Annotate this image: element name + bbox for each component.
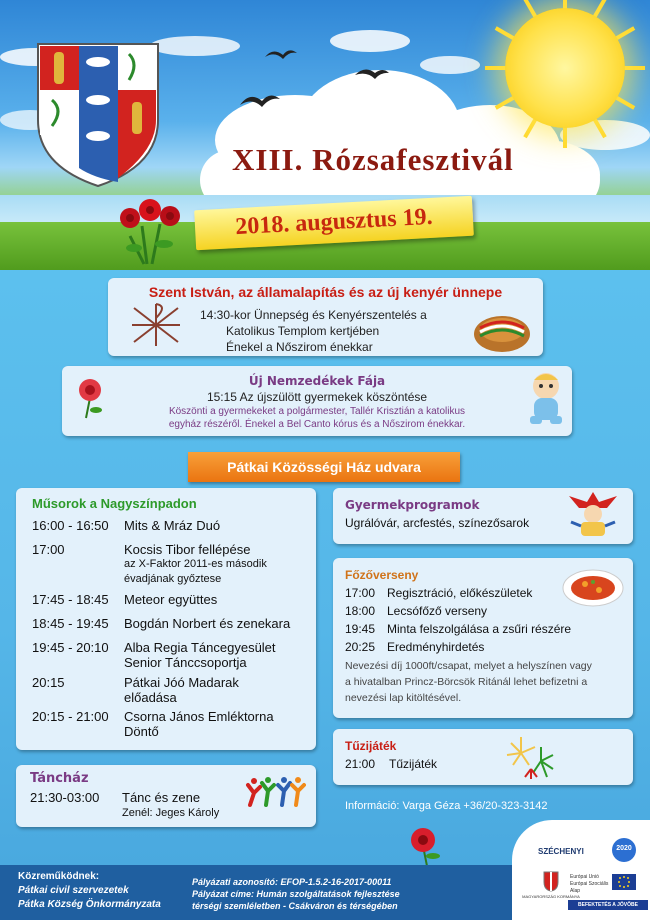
cooking-row-text: Minta felszolgálása a zsűri részére xyxy=(387,622,572,636)
cooking-row-time: 18:00 xyxy=(345,604,376,618)
stage-row-time: 18:45 - 19:45 xyxy=(32,616,109,631)
stage-row-time: 17:45 - 18:45 xyxy=(32,592,109,607)
uj-nemzedekek-line1: 15:15 Az újszülött gyermekek köszöntése xyxy=(206,390,428,404)
coop-line2: Pátka Község Önkormányzata xyxy=(18,899,161,910)
szechenyi-logo-panel xyxy=(512,820,650,920)
baby-icon xyxy=(524,370,568,430)
invest-banner xyxy=(568,900,648,910)
dancers-icon xyxy=(244,775,306,809)
panel-main-stage xyxy=(16,488,316,750)
coat-of-arms-icon xyxy=(34,40,162,190)
tanchaz-sub: Zenél: Jeges Károly xyxy=(122,807,220,819)
panel-tanchaz xyxy=(16,765,316,827)
stage-row-time: 20:15 - 21:00 xyxy=(32,709,109,724)
cooking-title: Főzőverseny xyxy=(345,568,419,582)
birds-icon xyxy=(235,45,395,120)
cooking-note2: a hivatalban Princz-Börcsök Ritánál lehet befizetni a xyxy=(345,676,588,688)
tanchaz-name: Tánc és zene xyxy=(122,790,201,805)
grant-id: Pályázati azonosító: EFOP-1.5.2-16-2017-00011 xyxy=(192,877,392,887)
main-stage-title: Műsorok a Nagyszínpadon xyxy=(32,496,197,511)
uj-nemzedekek-title: Új Nemzedékek Fája xyxy=(248,374,386,388)
szent-istvan-line3: Énekel a Nőszirom énekkar xyxy=(226,340,373,354)
szechenyi-label: SZÉCHENYI xyxy=(538,847,584,856)
tanchaz-title: Táncház xyxy=(30,771,89,786)
venue-banner: Pátkai Közösségi Ház udvara xyxy=(188,452,460,482)
stage-row-name: Kocsis Tibor fellépése xyxy=(124,542,251,557)
header-banner xyxy=(0,0,650,270)
stage-row-name: Pátkai Jóó Madarak xyxy=(124,675,239,690)
cooking-row-time: 17:00 xyxy=(345,586,376,600)
coop-line1: Pátkai civil szervezetek xyxy=(18,885,129,896)
fireworks-icon xyxy=(503,733,559,781)
stage-row-name: Meteor együttes xyxy=(124,592,218,607)
cooking-note3: nevezési lap kitöltésével. xyxy=(345,692,462,704)
festival-title: XIII. Rózsafesztivál xyxy=(232,142,514,177)
fireworks-time: 21:00 xyxy=(345,757,376,771)
stage-row-name: Bogdán Norbert és zenekara xyxy=(124,616,291,631)
uj-nemzedekek-line2: Köszönti a gyermekeket a polgármester, Tallér Krisztián a katolikus xyxy=(168,406,466,417)
eu-text-3: Alap xyxy=(570,888,581,894)
stage-row-sub2: évadjának győztese xyxy=(124,573,222,585)
stage-row-sub: az X-Faktor 2011-es második xyxy=(124,558,267,570)
roses-icon xyxy=(112,196,192,266)
szechenyi-badge xyxy=(612,838,636,862)
fireworks-title: Tűzijáték xyxy=(345,739,397,753)
info-contact: Információ: Varga Géza +36/20-323-3142 xyxy=(345,800,548,812)
hungary-gov-label: MAGYARORSZÁG KORMÁNYA xyxy=(522,894,580,899)
eu-text-2: Európai Szociális xyxy=(570,881,609,887)
cooking-row-text: Regisztráció, előkészületek xyxy=(387,586,533,600)
stage-row-time: 20:15 xyxy=(32,675,65,690)
szent-istvan-title: Szent István, az államalapítás és az új kenyér ünnepe xyxy=(148,284,503,300)
panel-fireworks xyxy=(333,729,633,785)
kids-text: Ugrálóvár, arcfestés, színezősarok xyxy=(345,516,530,530)
grant-title-2: térségi szemléletben - Csákváron és térségében xyxy=(192,901,398,911)
cooking-row-time: 20:25 xyxy=(345,640,376,654)
panel-uj-nemzedekek xyxy=(62,366,572,436)
stage-row-sub: Senior Tánccsoportja xyxy=(124,655,247,670)
chi-rho-icon xyxy=(128,300,184,350)
eu-flag-icon xyxy=(612,874,636,890)
jester-icon xyxy=(565,492,621,540)
stage-row-sub: Döntő xyxy=(124,724,159,739)
tanchaz-time: 21:30-03:00 xyxy=(30,790,100,805)
stage-row-name: Csorna János Emléktorna xyxy=(124,709,274,724)
cooking-row-time: 19:45 xyxy=(345,622,376,636)
stage-row-name: Alba Regia Táncegyesület xyxy=(124,640,276,655)
szechenyi-number: 2020 xyxy=(616,845,632,852)
eu-text-1: Európai Unió xyxy=(570,874,599,880)
grant-title: Pályázat címe: Humán szolgáltatások fejlesztése xyxy=(192,889,400,899)
szent-istvan-line1: 14:30-kor Ünnepség és Kenyérszentelés a xyxy=(200,308,427,322)
food-plate-icon xyxy=(561,566,625,608)
program-area xyxy=(0,270,650,865)
rose-icon-bottom xyxy=(405,826,447,866)
fireworks-text: Tűzijáték xyxy=(389,757,438,771)
invest-label: BEFEKTETÉS A JÖVŐBE xyxy=(578,902,638,908)
stage-row-time: 16:00 - 16:50 xyxy=(32,518,109,533)
stage-row-time: 19:45 - 20:10 xyxy=(32,640,109,655)
hungary-crest-icon xyxy=(542,870,560,892)
cooking-row-text: Eredményhirdetés xyxy=(387,640,485,654)
uj-nemzedekek-line3: egyház részéről. Énekel a Bel Canto kórus és a Nőszirom énekkar. xyxy=(168,419,466,430)
festival-date: 2018. augusztus 19. xyxy=(234,203,434,241)
stage-row-time: 17:00 xyxy=(32,542,65,557)
cooking-note1: Nevezési díj 1000ft/csapat, melyet a helyszínen vagy xyxy=(345,660,592,672)
sun-icon xyxy=(505,8,625,128)
panel-kids xyxy=(333,488,633,544)
stage-row-name: Mits & Mráz Duó xyxy=(124,518,221,533)
kids-title: Gyermekprogramok xyxy=(345,498,480,512)
panel-szent-istvan xyxy=(108,278,543,356)
panel-cooking xyxy=(333,558,633,718)
coop-label: Közreműködnek: xyxy=(18,871,100,882)
szent-istvan-line2: Katolikus Templom kertjében xyxy=(226,324,380,338)
stage-row-sub: előadása xyxy=(124,690,177,705)
cooking-row-text: Lecsófőző verseny xyxy=(387,604,488,618)
bread-icon xyxy=(470,306,534,354)
